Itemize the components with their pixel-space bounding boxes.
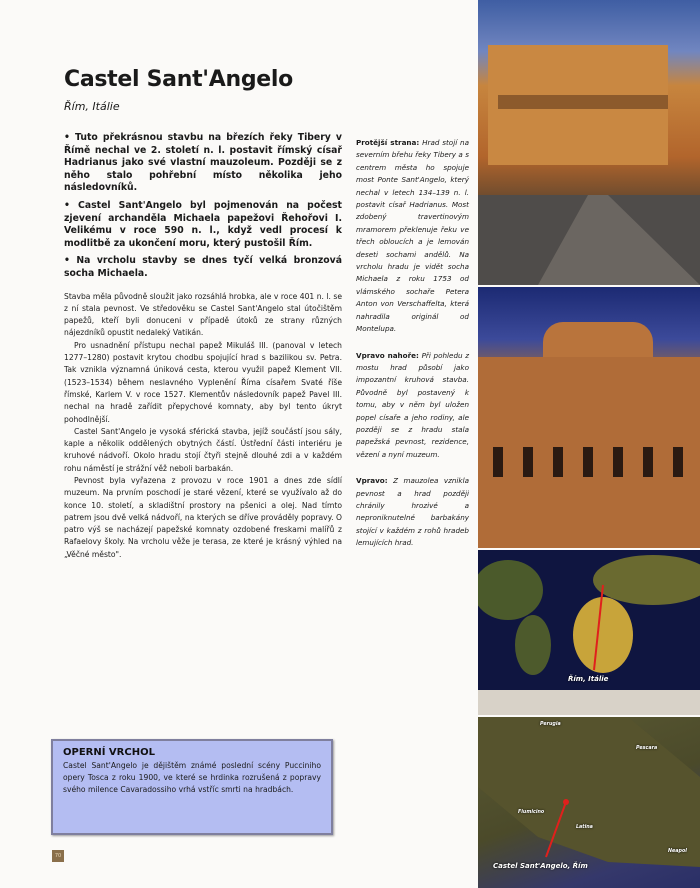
caption-column (356, 137, 469, 564)
caption-label: Vpravo: (356, 476, 388, 486)
caption-opposite (356, 137, 469, 336)
key-facts (64, 132, 342, 281)
city-label: Fiumicino (518, 810, 545, 815)
fact: • Tuto překrásnou stavbu na březích řeky Tibery v Římě nechal ve 2. století n. l. postavit římský císař Hadrianus jako své vlastní mauzoleum. Později se z něho stalo pohřební místo několika jeho následovníků. (64, 132, 342, 194)
paragraph: Stavba měla původně sloužit jako rozsáhlá hrobka, ale v roce 401 n. l. se z ní stala pevnost. Ve středověku se Castel Sant'Angelo stal útočištěm papežů, kteří byli donuceni v případě útoků ze strany různých nájezdníků opustit nedaleký Vatikán. (64, 291, 342, 338)
caption-text: Při pohledu z mostu hrad působí jako impozantní kruhová stavba. Původně byl postavený k tomu, aby v něm byl uložen popel císaře a jeho rodiny, ale později se z hradu stala papežská pevnost, rezidence, vězení a nyní muzeum. (356, 350, 469, 459)
box-title: OPERNÍ VRCHOL (63, 747, 155, 758)
opera-sidebar-box (51, 739, 333, 835)
castle-walls-illustration (478, 287, 700, 548)
page-number: 70 (52, 850, 64, 862)
city-label: Neapol (668, 849, 687, 854)
page-title: Castel Sant'Angelo (64, 67, 293, 92)
italy-map (478, 717, 700, 888)
map-label-rome: Řím, Itálie (568, 675, 609, 683)
body-text (64, 291, 342, 562)
box-text: Castel Sant'Angelo je dějištěm známé poslední scény Pucciniho opery Tosca z roku 1900, ve které se hrdinka rozrušená z popravy svého milence Cavaradossiho vrhá vstříc smrti na hradbách. (63, 761, 321, 794)
city-label: Pescara (636, 746, 658, 751)
world-map-illustration (478, 550, 700, 715)
city-label: Perugia (540, 722, 561, 727)
caption-text: Z mauzolea vznikla pevnost a hrad později chránily hrozivé a neproniknutelné barbakány stojící v každém z rohů hradeb lemujících hrad. (356, 476, 469, 548)
caption-text: Hrad stojí na severním břehu řeky Tibery a s centrem města ho spojuje most Ponte Sant'Angelo, který nechal v letech 134–139 n. l. postavit císař Hadrianus. Most zdobený travertinovým mramorem překlenuje řeku ve třech obloucích a je lemován deseti sochami andělů. Na vrcholu hradu je vidět socha Michaela z roku 1753 od vlámského sochaře Petera Anton von Verschaffelta, která nahradila originál od Montelupa. (356, 138, 469, 334)
paragraph: Pevnost byla vyřazena z provozu v roce 1901 a dnes zde sídlí muzeum. Na prvním poschodí je staré vězení, které se využívalo až do konce 10. století, a skladištní prostory na pšenici a olej. Nad tímto patrem jsou dvě velká nádvoří, na kterých se dříve prováděly popravy. O patro výš se nacházejí papežské komnaty ozdobené freskami malířů z Rafaelovy školy. Na vrcholu věže je terasa, ze které je krásný výhled na „Věčné město". (64, 475, 342, 559)
paragraph: Castel Sant'Angelo je vysoká sférická stavba, jejíž součástí jsou sály, kaple a několik oddělených obytných částí. Ústřední části interiéru je kruhové nádvoří. Okolo hradu stojí čtyři stejně dlouhé zdi a v každém rohu náměstí je strážní věž neboli barbakán. (64, 426, 342, 473)
fact: • Castel Sant'Angelo byl pojmenován na počest zjevení archanděla Michaela papežovi Řehořovi I. Velikému v roce 590 n. l., když vedl procesí k modlitbě za ukončení moru, který pustošil Řím. (64, 199, 342, 249)
paragraph: Pro usnadnění přístupu nechal papež Mikuláš III. (panoval v letech 1277–1280) postavit krytou chodbu spojující hrad s bazilikou sv. Petra. Tak vznikla významná úniková cesta, kterou využil papež Klement VII. (1523–1534) během neslavného Vyplenění Říma císařem Svaté říše římské, Karlem V. v roce 1527. Klementův následovník papež Pavel III. nechal na hradě zařídit přepychové komnaty, aby byl tento úkryt pohodlnější. (64, 340, 342, 424)
caption-label: Vpravo nahoře: (356, 350, 419, 360)
photo-castle-bridge (478, 0, 700, 285)
caption-right (356, 475, 469, 549)
photo-castle-walls (478, 287, 700, 548)
world-map (478, 550, 700, 715)
map-label-castle: Castel Sant'Angelo, Řím (493, 862, 588, 870)
main-column (64, 66, 342, 561)
fact: • Na vrcholu stavby se dnes tyčí velká bronzová socha Michaela. (64, 255, 342, 279)
page-subtitle: Řím, Itálie (64, 100, 120, 113)
caption-label: Protější strana: (356, 138, 420, 147)
city-label: Latina (576, 825, 593, 830)
caption-top-right (356, 350, 469, 462)
castle-bridge-illustration (478, 0, 700, 285)
